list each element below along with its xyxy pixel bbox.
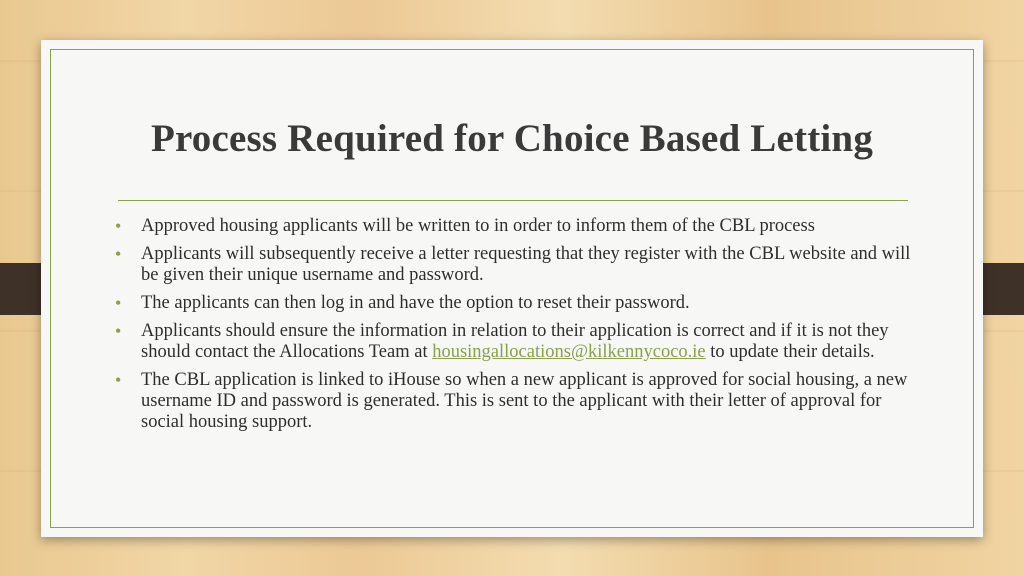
bullet-text: The applicants can then log in and have the option to reset their password. — [141, 293, 690, 313]
bullet-list — [115, 216, 915, 440]
bullet-text-before-link: Applicants should ensure the information in relation to their application is correct and if it is not they should contact the Allocations Team at — [141, 321, 889, 362]
bullet-text: The CBL application is linked to iHouse so when a new applicant is approved for social housing, a new username ID and password is generated. This is sent to the applicant with their letter of approval for social housing support. — [141, 370, 908, 432]
bullet-icon: • — [115, 244, 122, 264]
title-divider — [118, 200, 908, 201]
bullet-item — [115, 216, 915, 237]
bullet-text: Applicants will subsequently receive a letter requesting that they register with the CBL website and will be given their unique username and password. — [141, 244, 911, 285]
bullet-item — [115, 244, 915, 286]
bullet-text: Approved housing applicants will be written to in order to inform them of the CBL process — [141, 216, 815, 236]
bullet-icon: • — [115, 293, 122, 313]
bullet-icon: • — [115, 216, 122, 236]
bullet-text-after-link: to update their details. — [705, 342, 875, 362]
bullet-icon: • — [115, 321, 122, 341]
email-link[interactable]: housingallocations@kilkennycoco.ie — [432, 342, 706, 362]
bullet-icon: • — [115, 370, 122, 390]
bullet-item — [115, 370, 915, 433]
slide-title: Process Required for Choice Based Letting — [150, 117, 874, 160]
bullet-item — [115, 321, 915, 363]
bullet-item — [115, 293, 915, 314]
slide-card — [41, 40, 983, 537]
